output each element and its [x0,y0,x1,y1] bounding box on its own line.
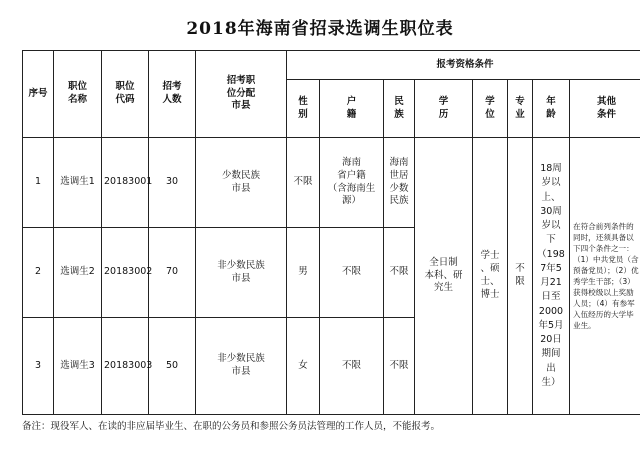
header-degree: 学 位 [473,80,508,138]
header-hukou: 户 籍 [320,80,384,138]
header-county: 招考职 位分配 市县 [196,51,287,138]
ethnicity-cell: 海南 世居 少数 民族 [384,138,415,228]
hukou-cell: 不限 [320,318,384,415]
table-row [23,138,640,228]
position-name-cell: 选调生3 [54,318,102,415]
header-seq: 序号 [23,51,54,138]
county-cell: 非少数民族 市县 [196,228,287,318]
hukou-cell: 不限 [320,228,384,318]
header-ethnicity: 民 族 [384,80,415,138]
county-cell: 少数民族 市县 [196,138,287,228]
education-cell: 全日制 本科、研 究生 [415,138,473,415]
position-code-cell: 20183002 [102,228,149,318]
degree-cell: 学士 、硕 士、 博士 [473,138,508,415]
header-education: 学 历 [415,80,473,138]
footnote: 备注：现役军人、在读的非应届毕业生、在职的公务员和参照公务员法管理的工作人员，不能报考。 [22,421,441,432]
gender-cell: 女 [287,318,320,415]
recruit-count-cell: 30 [149,138,196,228]
positions-table [22,50,640,415]
other-conditions-cell: 在符合前列条件的同时，还须具备以下四个条件之一：（1）中共党员（含预备党员）；（2）优秀学生干部；（3）获得校级以上奖励人员；（4）有参军入伍经历的大学毕业生。 [570,138,640,415]
hukou-cell: 海南 省户籍 （含海南生 源） [320,138,384,228]
header-other: 其他 条件 [570,80,640,138]
ethnicity-cell: 不限 [384,228,415,318]
position-code-cell: 20183001 [102,138,149,228]
seq-cell: 1 [23,138,54,228]
major-cell: 不 限 [508,138,533,415]
age-cell: 18周 岁以 上、 30周 岁以 下 （198 7年5 月21 日至 2000 年5月 20日 期间 出 生） [533,138,570,415]
header-gender: 性 别 [287,80,320,138]
position-name-cell: 选调生1 [54,138,102,228]
header-position-name: 职位 名称 [54,51,102,138]
position-code-cell: 20183003 [102,318,149,415]
recruit-count-cell: 50 [149,318,196,415]
seq-cell: 2 [23,228,54,318]
county-cell: 非少数民族 市县 [196,318,287,415]
seq-cell: 3 [23,318,54,415]
position-name-cell: 选调生2 [54,228,102,318]
header-recruit-count: 招考 人数 [149,51,196,138]
header-major: 专 业 [508,80,533,138]
recruit-count-cell: 70 [149,228,196,318]
gender-cell: 男 [287,228,320,318]
header-position-code: 职位 代码 [102,51,149,138]
header-age: 年 龄 [533,80,570,138]
gender-cell: 不限 [287,138,320,228]
ethnicity-cell: 不限 [384,318,415,415]
header-qualifications: 报考资格条件 [287,51,640,80]
page-title: 2018年海南省招录选调生职位表 [186,19,454,39]
